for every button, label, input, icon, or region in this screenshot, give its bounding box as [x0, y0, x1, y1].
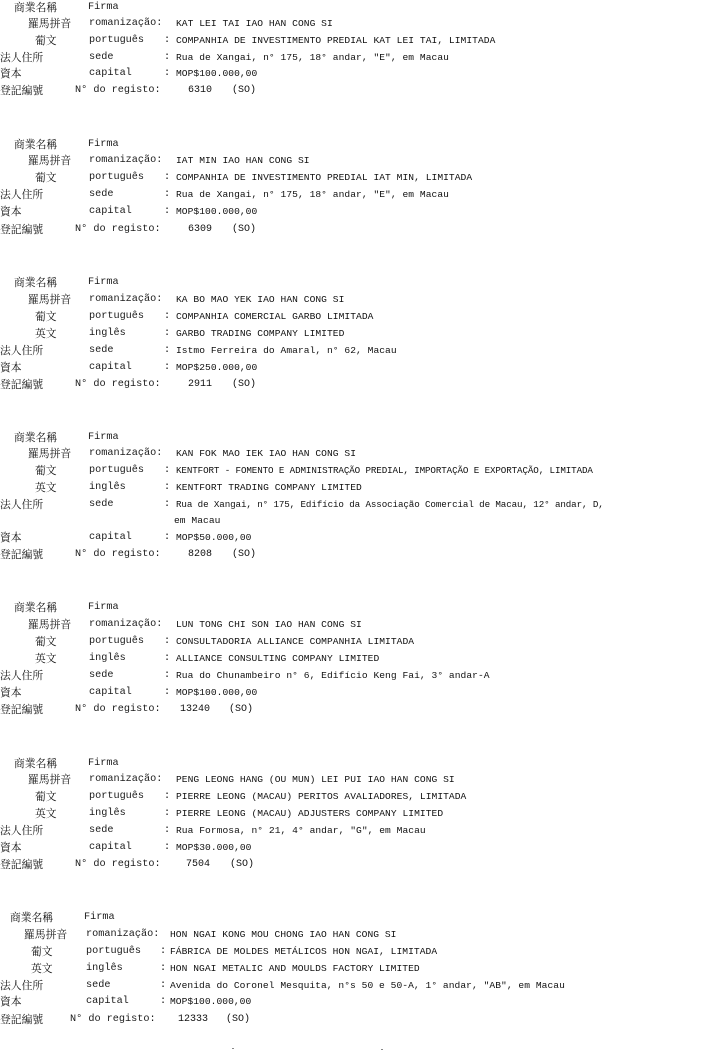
capital-label-pt: capital	[89, 687, 132, 698]
colon: :	[164, 532, 171, 543]
portugues-label-pt: português	[89, 636, 145, 647]
romanizacao-label-pt: romanização:	[89, 774, 163, 785]
portugues-value: COMPANHIA COMERCIAL GARBO LIMITADA	[176, 311, 374, 322]
portugues-label-pt: português	[86, 946, 142, 957]
ingles-label-pt: inglês	[89, 653, 126, 664]
capital-label-cn: 資本	[0, 205, 22, 218]
capital-label-cn: 資本	[0, 531, 22, 544]
colon: :	[164, 189, 171, 200]
ingles-value: HON NGAI METALIC AND MOULDS FACTORY LIMITED	[170, 963, 420, 974]
sede-label-pt: sede	[86, 980, 111, 991]
ingles-label-cn: 英文	[31, 962, 53, 975]
scan-speck	[232, 1048, 234, 1049]
registo-label-cn: 登記編號	[0, 1013, 44, 1026]
ingles-value: KENTFORT TRADING COMPANY LIMITED	[176, 482, 362, 493]
colon: :	[160, 996, 167, 1007]
romanizacao-label-pt: romanização:	[89, 18, 163, 29]
sede-label-pt: sede	[89, 52, 114, 63]
registo-number: 7504	[186, 859, 211, 870]
registo-type: (SO)	[232, 379, 257, 390]
sede-label-pt: sede	[89, 189, 114, 200]
colon: :	[160, 980, 167, 991]
colon: :	[164, 35, 171, 46]
portugues-label-cn: 葡文	[35, 464, 57, 477]
registo-label-pt: N° do registo:	[75, 549, 161, 560]
ingles-label-cn: 英文	[35, 807, 57, 820]
sede-label-cn: 法人住所	[0, 498, 44, 511]
sede-label-cn: 法人住所	[0, 979, 44, 992]
capital-label-cn: 資本	[0, 686, 22, 699]
sede-label-cn: 法人住所	[0, 188, 44, 201]
registo-label-pt: N° do registo:	[70, 1014, 156, 1025]
capital-value: MOP$100.000,00	[176, 206, 258, 217]
sede-value: Rua de Xangai, n° 175, Edifício da Associação Comercial de Macau, 12° andar, D,	[176, 499, 604, 510]
portugues-label-pt: português	[89, 311, 145, 322]
capital-value: MOP$100.000,00	[176, 687, 258, 698]
firma-label-pt: Firma	[88, 602, 119, 613]
romanizacao-label-cn: 羅馬拼音	[28, 154, 72, 167]
portugues-label-pt: português	[89, 791, 145, 802]
portugues-value: COMPANHIA DE INVESTIMENTO PREDIAL KAT LEI TAI, LIMITADA	[176, 35, 496, 46]
ingles-label-pt: inglês	[89, 328, 126, 339]
sede-value: Rua do Chunambeiro n° 6, Edifício Keng Fai, 3° andar-A	[176, 670, 490, 681]
colon: :	[164, 499, 171, 510]
sede-value: Avenida do Coronel Mesquita, n°s 50 e 50-A, 1° andar, "AB", em Macau	[170, 980, 565, 991]
sede-label-cn: 法人住所	[0, 824, 44, 837]
registo-label-pt: N° do registo:	[75, 224, 161, 235]
colon: :	[164, 465, 171, 476]
firma-label-pt: Firma	[84, 912, 115, 923]
colon: :	[164, 825, 171, 836]
romanizacao-label-pt: romanização:	[89, 294, 163, 305]
capital-value: MOP$30.000,00	[176, 842, 252, 853]
capital-label-pt: capital	[86, 996, 129, 1007]
colon: :	[164, 172, 171, 183]
colon: :	[160, 946, 167, 957]
portugues-value: PIERRE LEONG (MACAU) PERITOS AVALIADORES, LIMITADA	[176, 791, 467, 802]
capital-label-cn: 資本	[0, 995, 22, 1008]
registo-label-cn: 登記編號	[0, 84, 44, 97]
registo-type: (SO)	[230, 859, 255, 870]
ingles-label-pt: inglês	[86, 963, 123, 974]
firma-label-cn: 商業名稱	[14, 431, 58, 444]
firma-label-pt: Firma	[88, 2, 119, 13]
ingles-label-cn: 英文	[35, 327, 57, 340]
portugues-label-cn: 葡文	[35, 790, 57, 803]
registo-label-pt: N° do registo:	[75, 85, 161, 96]
firma-label-cn: 商業名稱	[14, 276, 58, 289]
romanizacao-value: KA BO MAO YEK IAO HAN CONG SI	[176, 294, 345, 305]
colon: :	[164, 362, 171, 373]
sede-label-cn: 法人住所	[0, 51, 44, 64]
portugues-label-cn: 葡文	[35, 171, 57, 184]
romanizacao-label-pt: romanização:	[89, 448, 163, 459]
colon: :	[164, 345, 171, 356]
romanizacao-value: KAN FOK MAO IEK IAO HAN CONG SI	[176, 448, 357, 459]
romanizacao-label-pt: romanização:	[89, 619, 163, 630]
registo-label-cn: 登記編號	[0, 703, 44, 716]
sede-value: Rua Formosa, n° 21, 4° andar, "G", em Macau	[176, 825, 426, 836]
ingles-label-pt: inglês	[89, 808, 126, 819]
sede-value-line2: em Macau	[174, 515, 221, 526]
firma-label-cn: 商業名稱	[14, 1, 58, 14]
registo-type: (SO)	[229, 704, 254, 715]
colon: :	[164, 808, 171, 819]
sede-value: Rua de Xangai, n° 175, 18° andar, "E", em Macau	[176, 52, 449, 63]
portugues-label-pt: português	[89, 172, 145, 183]
registo-label-cn: 登記編號	[0, 858, 44, 871]
romanizacao-label-cn: 羅馬拼音	[28, 773, 72, 786]
registo-type: (SO)	[232, 224, 257, 235]
colon: :	[164, 791, 171, 802]
capital-label-pt: capital	[89, 532, 132, 543]
ingles-label-pt: inglês	[89, 482, 126, 493]
romanizacao-label-cn: 羅馬拼音	[28, 293, 72, 306]
capital-value: MOP$100.000,00	[176, 68, 258, 79]
romanizacao-value: PENG LEONG HANG (OU MUN) LEI PUI IAO HAN CONG SI	[176, 774, 455, 785]
registo-label-pt: N° do registo:	[75, 859, 161, 870]
scan-speck	[381, 1049, 383, 1050]
portugues-label-cn: 葡文	[35, 310, 57, 323]
registo-number: 12333	[178, 1014, 209, 1025]
capital-label-pt: capital	[89, 842, 132, 853]
firma-label-cn: 商業名稱	[14, 757, 58, 770]
registo-number: 6309	[188, 224, 213, 235]
registo-label-cn: 登記編號	[0, 378, 44, 391]
capital-label-pt: capital	[89, 362, 132, 373]
colon: :	[164, 68, 171, 79]
ingles-label-cn: 英文	[35, 652, 57, 665]
ingles-value: ALLIANCE CONSULTING COMPANY LIMITED	[176, 653, 380, 664]
romanizacao-value: KAT LEI TAI IAO HAN CONG SI	[176, 18, 333, 29]
registo-type: (SO)	[232, 85, 257, 96]
sede-label-cn: 法人住所	[0, 344, 44, 357]
registo-label-pt: N° do registo:	[75, 379, 161, 390]
firma-label-pt: Firma	[88, 758, 119, 769]
romanizacao-label-cn: 羅馬拼音	[28, 618, 72, 631]
capital-label-cn: 資本	[0, 67, 22, 80]
registo-number: 13240	[180, 704, 211, 715]
firma-label-pt: Firma	[88, 277, 119, 288]
colon: :	[164, 842, 171, 853]
portugues-label-pt: português	[89, 35, 145, 46]
registo-number: 6310	[188, 85, 213, 96]
portugues-label-pt: português	[89, 465, 145, 476]
sede-label-cn: 法人住所	[0, 669, 44, 682]
portugues-value: COMPANHIA DE INVESTIMENTO PREDIAL IAT MIN, LIMITADA	[176, 172, 473, 183]
colon: :	[164, 636, 171, 647]
sede-value: Rua de Xangai, n° 175, 18° andar, "E", em Macau	[176, 189, 449, 200]
romanizacao-value: IAT MIN IAO HAN CONG SI	[176, 155, 310, 166]
registo-label-cn: 登記編號	[0, 548, 44, 561]
firma-label-cn: 商業名稱	[10, 911, 54, 924]
colon: :	[164, 52, 171, 63]
registo-type: (SO)	[232, 549, 257, 560]
firma-label-cn: 商業名稱	[14, 601, 58, 614]
capital-label-cn: 資本	[0, 841, 22, 854]
capital-label-cn: 資本	[0, 361, 22, 374]
sede-label-pt: sede	[89, 345, 114, 356]
romanizacao-label-pt: romanização:	[86, 929, 160, 940]
registo-label-cn: 登記編號	[0, 223, 44, 236]
capital-label-pt: capital	[89, 206, 132, 217]
colon: :	[160, 963, 167, 974]
ingles-label-cn: 英文	[35, 481, 57, 494]
colon: :	[164, 206, 171, 217]
portugues-value: CONSULTADORIA ALLIANCE COMPANHIA LIMITADA	[176, 636, 415, 647]
firma-label-cn: 商業名稱	[14, 138, 58, 151]
registo-type: (SO)	[226, 1014, 251, 1025]
sede-label-pt: sede	[89, 670, 114, 681]
sede-value: Istmo Ferreira do Amaral, n° 62, Macau	[176, 345, 397, 356]
colon: :	[164, 670, 171, 681]
colon: :	[164, 653, 171, 664]
romanizacao-label-cn: 羅馬拼音	[28, 447, 72, 460]
portugues-value: FÁBRICA DE MOLDES METÁLICOS HON NGAI, LIMITADA	[170, 946, 438, 957]
ingles-value: GARBO TRADING COMPANY LIMITED	[176, 328, 345, 339]
sede-label-pt: sede	[89, 499, 114, 510]
firma-label-pt: Firma	[88, 139, 119, 150]
firma-label-pt: Firma	[88, 432, 119, 443]
colon: :	[164, 311, 171, 322]
romanizacao-label-cn: 羅馬拼音	[24, 928, 68, 941]
ingles-value: PIERRE LEONG (MACAU) ADJUSTERS COMPANY LIMITED	[176, 808, 444, 819]
romanizacao-value: LUN TONG CHI SON IAO HAN CONG SI	[176, 619, 362, 630]
capital-value: MOP$50.000,00	[176, 532, 252, 543]
colon: :	[164, 482, 171, 493]
capital-value: MOP$250.000,00	[176, 362, 258, 373]
registo-number: 2911	[188, 379, 213, 390]
capital-value: MOP$100.000,00	[170, 996, 252, 1007]
portugues-label-cn: 葡文	[31, 945, 53, 958]
portugues-label-cn: 葡文	[35, 34, 57, 47]
registo-label-pt: N° do registo:	[75, 704, 161, 715]
colon: :	[164, 328, 171, 339]
portugues-label-cn: 葡文	[35, 635, 57, 648]
capital-label-pt: capital	[89, 68, 132, 79]
romanizacao-label-cn: 羅馬拼音	[28, 17, 72, 30]
sede-label-pt: sede	[89, 825, 114, 836]
romanizacao-label-pt: romanização:	[89, 155, 163, 166]
portugues-value: KENTFORT - FOMENTO E ADMINISTRAÇÃO PREDIAL, IMPORTAÇÃO E EXPORTAÇÃO, LIMITADA	[176, 465, 593, 476]
colon: :	[164, 687, 171, 698]
registo-number: 8208	[188, 549, 213, 560]
romanizacao-value: HON NGAI KONG MOU CHONG IAO HAN CONG SI	[170, 929, 397, 940]
